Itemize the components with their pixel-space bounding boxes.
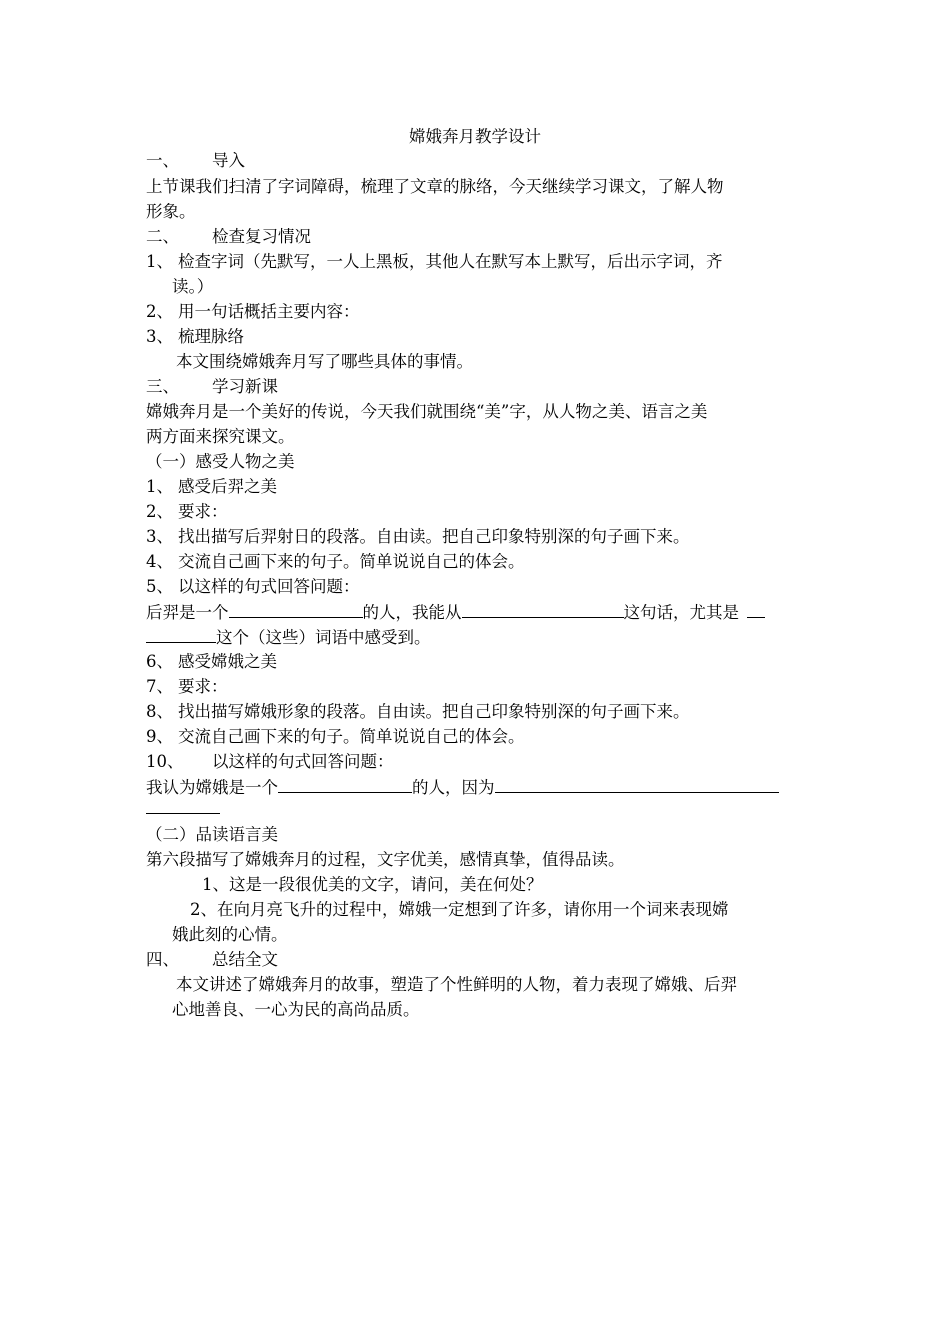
list-item xyxy=(146,676,228,698)
answer-blank[interactable] xyxy=(462,601,624,618)
subsection-heading: （二）品读语言美 xyxy=(146,825,278,844)
paragraph: 上节课我们扫清了字词障碍，梳理了文章的脉络，今天继续学习课文，了解人物 xyxy=(146,177,724,196)
fill-in-sentence xyxy=(146,601,765,624)
answer-blank[interactable] xyxy=(495,776,779,793)
item-text: 交流自己画下来的句子。简单说说自己的体会。 xyxy=(178,727,525,746)
item-text: 用一句话概括主要内容： xyxy=(178,302,360,321)
section-title: 总结全文 xyxy=(212,950,278,969)
list-item xyxy=(146,701,690,723)
item-number: 4、 xyxy=(146,552,173,571)
sentence-part: 的人，我能从 xyxy=(362,603,462,622)
list-item xyxy=(146,751,394,773)
item-number: 7、 xyxy=(146,677,173,696)
section-2-heading xyxy=(146,226,311,248)
sentence-part: 后羿是一个 xyxy=(146,603,229,622)
item-text: 要求： xyxy=(178,677,228,696)
item-number: 10、 xyxy=(146,752,184,771)
fill-in-sentence-continuation xyxy=(146,626,431,649)
item-number: 5、 xyxy=(146,577,173,596)
question-continuation: 娥此刻的心情。 xyxy=(172,925,288,944)
paragraph: 心地善良、一心为民的高尚品质。 xyxy=(172,1000,420,1019)
item-text: 交流自己画下来的句子。简单说说自己的体会。 xyxy=(178,552,525,571)
page-title: 嫦娥奔月教学设计 xyxy=(409,127,541,146)
list-item xyxy=(146,476,277,498)
item-text: 感受嫦娥之美 xyxy=(178,652,277,671)
item-number: 3、 xyxy=(146,327,173,346)
item-text: 梳理脉络 xyxy=(178,327,244,346)
list-item xyxy=(146,576,360,598)
section-title: 导入 xyxy=(212,151,245,170)
item-number: 2、 xyxy=(146,502,173,521)
paragraph: 第六段描写了嫦娥奔月的过程，文字优美，感情真挚，值得品读。 xyxy=(146,850,625,869)
sentence-part: 这个（这些）词语中感受到。 xyxy=(216,628,431,647)
item-text: 感受后羿之美 xyxy=(178,477,277,496)
sentence-part: 的人，因为 xyxy=(412,778,495,797)
subsection-heading: （一）感受人物之美 xyxy=(146,452,295,471)
item-text: 检查字词（先默写，一人上黑板，其他人在默写本上默写，后出示字词，齐 xyxy=(178,252,723,271)
paragraph: 形象。 xyxy=(146,202,196,221)
section-number: 二、 xyxy=(146,227,179,246)
answer-blank[interactable] xyxy=(146,626,216,643)
item-number: 2、 xyxy=(146,302,173,321)
paragraph: 两方面来探究课文。 xyxy=(146,427,295,446)
answer-blank[interactable] xyxy=(747,601,765,618)
answer-blank[interactable] xyxy=(278,776,412,793)
section-4-heading xyxy=(146,949,278,971)
sentence-part: 我认为嫦娥是一个 xyxy=(146,778,278,797)
answer-blank[interactable] xyxy=(229,601,363,618)
list-item xyxy=(146,726,525,748)
paragraph: 本文围绕嫦娥奔月写了哪些具体的事情。 xyxy=(176,352,473,371)
item-text: 找出描写后羿射日的段落。自由读。把自己印象特别深的句子画下来。 xyxy=(178,527,690,546)
list-item xyxy=(146,501,228,523)
item-text: 要求： xyxy=(178,502,228,521)
item-number: 1、 xyxy=(146,252,173,271)
question: 2、在向月亮飞升的过程中，嫦娥一定想到了许多，请你用一个词来表现嫦 xyxy=(190,900,729,919)
answer-blank[interactable] xyxy=(146,797,220,814)
section-number: 三、 xyxy=(146,377,179,396)
item-number: 9、 xyxy=(146,727,173,746)
question: 1、这是一段很优美的文字，请问，美在何处？ xyxy=(202,875,543,894)
section-title: 检查复习情况 xyxy=(212,227,311,246)
section-3-heading xyxy=(146,376,278,398)
list-item xyxy=(146,551,525,573)
item-number: 1、 xyxy=(146,477,173,496)
sentence-part: 这句话，尤其是 xyxy=(623,603,739,622)
list-item xyxy=(146,526,690,548)
list-item xyxy=(146,326,244,348)
fill-in-sentence-continuation xyxy=(146,797,220,820)
paragraph: 嫦娥奔月是一个美好的传说，今天我们就围绕“美”字，从人物之美、语言之美 xyxy=(146,402,708,421)
list-item-continuation: 读。） xyxy=(172,277,214,296)
list-item xyxy=(146,251,723,273)
list-item xyxy=(146,301,360,323)
item-text: 以这样的句式回答问题： xyxy=(178,577,360,596)
list-item xyxy=(146,651,277,673)
section-1-heading xyxy=(146,150,245,172)
item-number: 8、 xyxy=(146,702,173,721)
item-text: 以这样的句式回答问题： xyxy=(212,752,394,771)
paragraph: 本文讲述了嫦娥奔月的故事，塑造了个性鲜明的人物，着力表现了嫦娥、后羿 xyxy=(176,975,737,994)
item-number: 6、 xyxy=(146,652,173,671)
item-text: 找出描写嫦娥形象的段落。自由读。把自己印象特别深的句子画下来。 xyxy=(178,702,690,721)
section-title: 学习新课 xyxy=(212,377,278,396)
fill-in-sentence xyxy=(146,776,779,799)
item-number: 3、 xyxy=(146,527,173,546)
section-number: 四、 xyxy=(146,950,179,969)
section-number: 一、 xyxy=(146,151,179,170)
